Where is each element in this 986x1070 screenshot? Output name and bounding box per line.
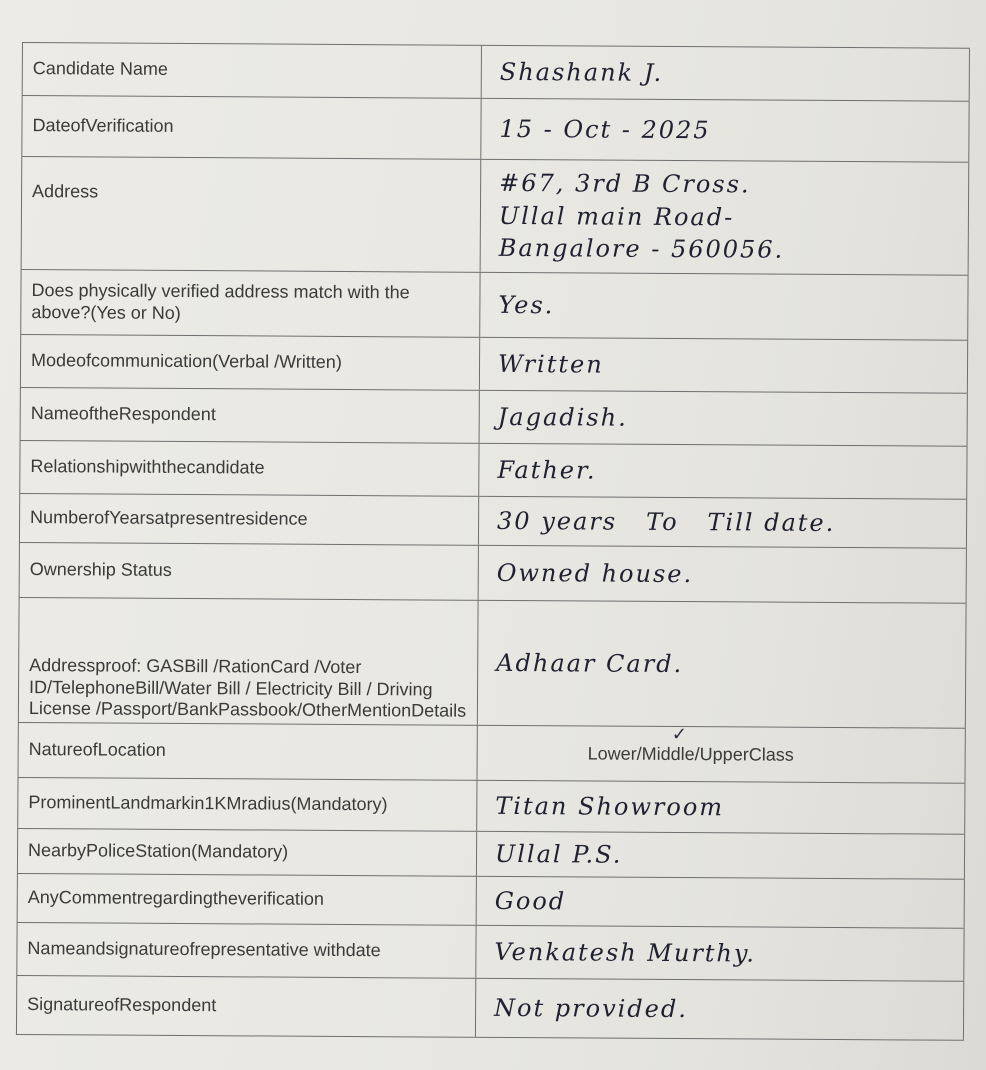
label-landmark: ProminentLandmarkin1KMradius(Mandatory) [17,778,477,831]
row-address-match [20,270,968,341]
row-candidate-name [22,43,970,102]
row-comment [17,874,965,929]
nature-of-location-options [587,723,794,765]
label-address: Address [21,157,482,272]
label-representative: Nameandsignatureofrepresentative withdate [16,923,476,978]
row-police-station [17,829,965,880]
value-date-of-verification: 15 - Oct - 2025 [481,99,969,162]
label-relationship: Relationshipwiththecandidate [19,441,479,496]
row-respondent-signature [16,976,964,1041]
label-address-match: Does physically verified address match with the above?(Yes or No) [20,270,480,337]
value-candidate-name: Shashank J. [482,46,970,101]
value-address-match: Yes. [480,273,968,340]
value-relationship: Father. [479,444,967,499]
check-mark-icon: ✓ [671,723,687,745]
value-mode-of-communication: Written [480,338,968,393]
label-police-station: NearbyPoliceStation(Mandatory) [17,829,477,876]
value-respondent-name: Jagadish. [480,391,968,446]
row-address [21,157,970,276]
value-ownership-status: Owned house. [479,546,967,603]
row-mode-of-communication [20,335,968,394]
label-ownership-status: Ownership Status [19,543,479,600]
row-years-at-residence [19,494,967,549]
value-nature-of-location [478,723,966,783]
row-date-of-verification [21,96,969,163]
value-comment: Good [477,877,965,928]
value-years-at-residence: 30 years To Till date. [479,497,967,548]
address-line-3: Bangalore - 560056. [498,234,785,264]
nature-of-location-text: Lower/Middle/UpperClass [587,742,794,765]
label-mode-of-communication: Modeofcommunication(Verbal /Written) [20,335,480,390]
label-respondent-name: NameoftheRespondent [20,388,480,443]
value-landmark: Titan Showroom [477,781,965,834]
row-nature-of-location [18,723,966,784]
value-address [481,160,970,275]
row-ownership-status [19,543,967,604]
row-respondent-name [20,388,968,447]
value-address-proof: Adhaar Card. [478,601,967,728]
row-landmark [17,778,965,835]
row-representative [16,923,964,982]
label-date-of-verification: DateofVerification [21,96,481,159]
label-comment: AnyCommentregardingtheverification [17,874,477,925]
row-relationship [19,441,967,500]
label-years-at-residence: NumberofYearsatpresentresidence [19,494,479,545]
label-address-proof: Addressproof: GASBill /RationCard /Voter ID/TelephoneBill/Water Bill / Electricity Bill / Driving License /Passport/BankPassbook/OtherMentionDetails [18,598,479,725]
address-line-1: #67, 3rd B Cross. [499,169,751,199]
label-candidate-name: Candidate Name [22,43,482,98]
verification-form-table [16,42,970,1041]
value-respondent-signature: Not provided. [476,979,964,1040]
label-nature-of-location: NatureofLocation [18,723,478,780]
label-respondent-signature: SignatureofRespondent [16,976,476,1037]
address-line-2: Ullal main Road- [498,201,735,232]
value-representative: Venkatesh Murthy. [476,926,964,981]
row-address-proof [18,598,967,729]
value-police-station: Ullal P.S. [477,832,965,879]
